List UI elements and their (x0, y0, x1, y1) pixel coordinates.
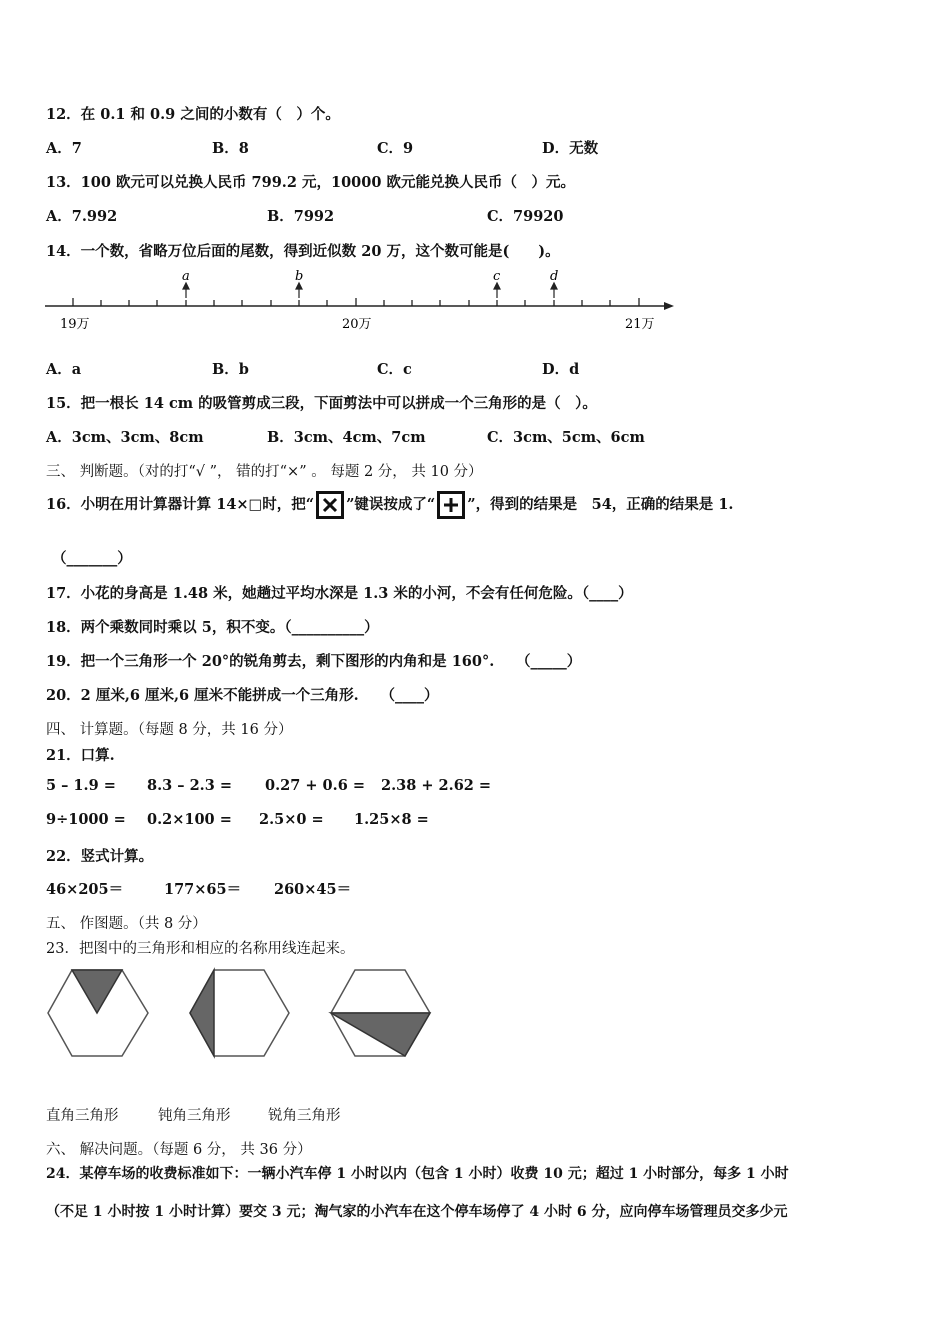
question-18: 18．两个乘数同时乘以 5，积不变。（__________） (46, 619, 379, 636)
hexagon-1-acute-triangle (48, 970, 148, 1056)
question-19: 19．把一个三角形一个 20°的锐角剪去，剩下图形的内角和是 160°. （_____） (46, 653, 582, 670)
label-21wan: 21万 (625, 317, 655, 332)
q14-option-b: B．b (212, 361, 249, 378)
hexagon-2-obtuse-triangle (190, 970, 289, 1056)
question-21-title: 21．口算. (46, 747, 115, 764)
q15-option-b: B．3cm、4cm、7cm (267, 429, 426, 446)
oral-calc-item: 5 – 1.9 = (46, 777, 116, 794)
oral-calc-item: 8.3 – 2.3 = (147, 777, 232, 794)
oral-calc-item: 9÷1000 = (46, 811, 126, 828)
q12-option-c: C．9 (377, 140, 414, 157)
question-14-stem: 14．一个数，省略万位后面的尾数，得到近似数 20 万，这个数可能是( )。 (46, 243, 560, 260)
section-6-heading: 六、 解决问题。（每题 6 分， 共 36 分） (46, 1142, 312, 1158)
oral-calc-item: 0.2×100 = (147, 811, 232, 828)
q15-option-a: A．3cm、3cm、8cm (46, 429, 204, 446)
question-13-stem: 13．100 欧元可以兑换人民币 799.2 元，10000 欧元能兑换人民币（ ）元。 (46, 174, 575, 191)
question-24-line-1: 24．某停车场的收费标准如下：一辆小汽车停 1 小时以内（包含 1 小时）收费 10 元；超过 1 小时部分，每多 1 小时 (46, 1166, 789, 1182)
label-19wan: 19万 (60, 317, 90, 332)
q16-text-1: 16．小明在用计算器计算 14×□时，把“ (46, 496, 315, 513)
question-16-stem (46, 490, 733, 520)
section-5-heading: 五、 作图题。（共 8 分） (46, 916, 207, 932)
triangle-name-right: 直角三角形 (46, 1108, 119, 1124)
marker-c: c (493, 269, 501, 284)
hexagon-3-right-triangle (331, 970, 430, 1056)
triangle-name-obtuse: 钝角三角形 (158, 1108, 231, 1124)
vertical-calc-item: 177×65＝ (164, 881, 242, 898)
vertical-calc-item: 46×205＝ (46, 881, 124, 898)
vertical-calc-item: 260×45＝ (274, 881, 352, 898)
question-17: 17．小花的身高是 1.48 米，她趟过平均水深是 1.3 米的小河，不会有任何危险。（____） (46, 585, 633, 602)
hexagon-figures (44, 965, 444, 1063)
question-15-stem: 15．把一根长 14 cm 的吸管剪成三段，下面剪法中可以拼成一个三角形的是（ ）。 (46, 395, 597, 412)
question-20: 20．2 厘米,6 厘米,6 厘米不能拼成一个三角形. （____） (46, 687, 439, 704)
question-12-stem: 12．在 0.1 和 0.9 之间的小数有（ ）个。 (46, 106, 340, 123)
q13-option-c: C．79920 (487, 208, 564, 225)
plus-key-icon (437, 491, 465, 519)
question-23-stem: 23．把图中的三角形和相应的名称用线连起来。 (46, 941, 355, 957)
q16-text-2: ”键误按成了“ (346, 496, 436, 513)
q16-answer-blank: （_______） (52, 550, 132, 567)
section-4-heading: 四、 计算题。（每题 8 分，共 16 分） (46, 722, 293, 738)
oral-calc-item: 2.38 + 2.62 = (381, 777, 492, 794)
q12-option-a: A．7 (46, 140, 82, 157)
question-22-title: 22．竖式计算。 (46, 848, 154, 865)
oral-calc-item: 0.27 + 0.6 = (265, 777, 365, 794)
number-line (40, 262, 685, 337)
marker-a: a (182, 269, 190, 284)
section-3-heading: 三、 判断题。（对的打“√ ”， 错的打“×” 。 每题 2 分， 共 10 分） (46, 464, 483, 480)
q13-option-b: B．7992 (267, 208, 335, 225)
oral-calc-item: 1.25×8 = (354, 811, 429, 828)
q13-option-a: A．7.992 (46, 208, 118, 225)
marker-b: b (295, 269, 304, 284)
q12-option-d: D．无数 (542, 140, 599, 157)
oral-calc-item: 2.5×0 = (259, 811, 324, 828)
q15-option-c: C．3cm、5cm、6cm (487, 429, 645, 446)
triangle-name-acute: 锐角三角形 (268, 1108, 341, 1124)
number-line-ticks (73, 298, 639, 306)
label-20wan: 20万 (342, 317, 372, 332)
marker-d: d (550, 269, 559, 284)
multiply-key-icon (316, 491, 344, 519)
q14-option-c: C．c (377, 361, 412, 378)
question-24-line-2: （不足 1 小时按 1 小时计算）要交 3 元；淘气家的小汽车在这个停车场停了 4 小时 6 分，应向停车场管理员交多少元 (46, 1204, 788, 1220)
q14-option-a: A．a (46, 361, 82, 378)
q12-option-b: B．8 (212, 140, 249, 157)
q16-text-3: ”，得到的结果是 54，正确的结果是 1. (467, 496, 734, 513)
q14-option-d: D．d (542, 361, 580, 378)
